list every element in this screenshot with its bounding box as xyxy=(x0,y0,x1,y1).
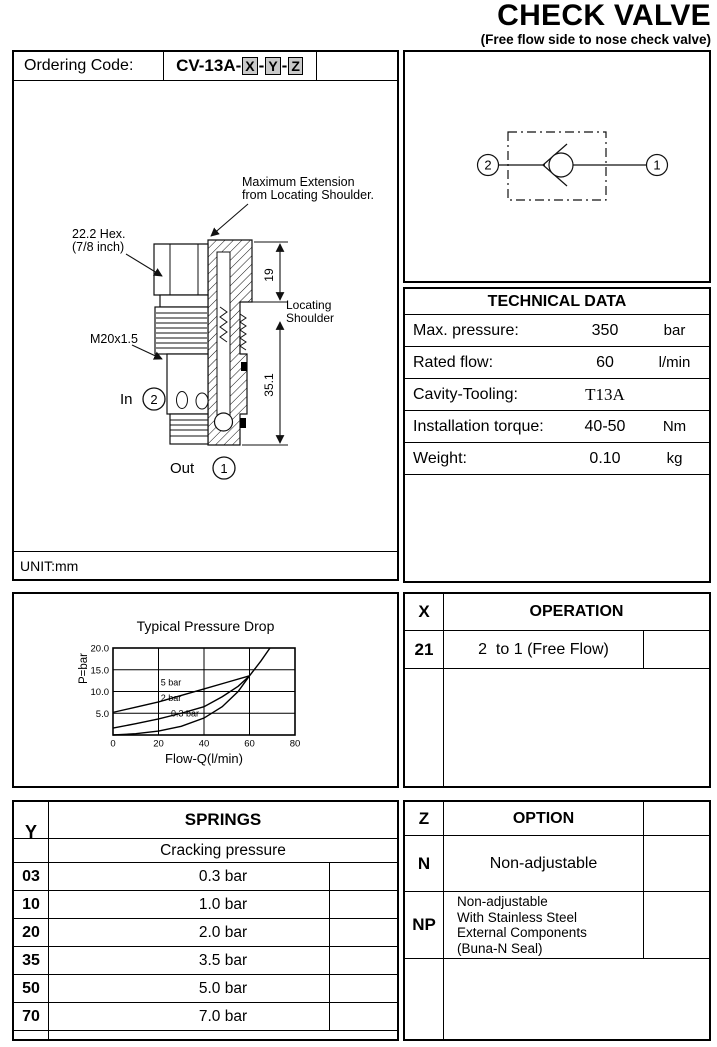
springs-empty-area xyxy=(14,1031,397,1039)
chart-y-axis-label: P=bar xyxy=(78,652,90,684)
y-tick-label: 20.0 xyxy=(90,643,109,655)
dash-2: - xyxy=(258,56,265,75)
tech-value: 0.10 xyxy=(589,449,621,467)
out-port-number: 1 xyxy=(220,461,228,476)
series-label: 0.3 bar xyxy=(171,708,200,719)
symbol-ball xyxy=(549,153,573,177)
option-value-line: (Buna-N Seal) xyxy=(457,940,543,956)
spring-value: 3.5 bar xyxy=(198,951,248,969)
option-empty-cell xyxy=(644,836,709,891)
operation-column-letter: X xyxy=(405,594,444,630)
nose-thread-zigzag xyxy=(240,314,246,350)
option-value xyxy=(444,892,644,958)
chart-title: Typical Pressure Drop xyxy=(136,618,275,634)
ordering-letter-y: Y xyxy=(265,57,280,75)
y-tick-label: 5.0 xyxy=(95,708,109,720)
spring-row-divider xyxy=(329,919,330,946)
option-code: NP xyxy=(405,892,444,958)
series-label: 2 bar xyxy=(160,693,182,704)
thread-section xyxy=(155,307,208,354)
technical-data-title: TECHNICAL DATA xyxy=(405,289,709,315)
dash-1: - xyxy=(235,56,242,75)
option-empty-cell xyxy=(644,892,709,958)
tech-row-max-pressure xyxy=(405,315,709,347)
tech-value: T13A xyxy=(585,384,625,404)
series-label: 5 bar xyxy=(160,677,182,688)
spring-row-35 xyxy=(14,947,397,975)
tech-row-weight xyxy=(405,443,709,475)
max-extension-leader xyxy=(211,204,248,236)
option-header-empty xyxy=(644,802,709,835)
operation-row-21 xyxy=(405,631,709,669)
option-value-line: Non-adjustable xyxy=(457,894,548,909)
springs-header xyxy=(14,802,397,863)
tech-unit: l/min xyxy=(658,354,691,371)
y-tick-label: 15.0 xyxy=(90,665,109,677)
operation-panel xyxy=(403,592,711,788)
x-tick-label: 40 xyxy=(198,738,210,750)
tech-unit: Nm xyxy=(662,418,687,435)
spring-row-divider xyxy=(329,975,330,1002)
spring-value: 1.0 bar xyxy=(198,895,248,913)
spring-value: 7.0 bar xyxy=(198,1007,248,1025)
operation-value: 2 to 1 (Free Flow) xyxy=(444,631,644,668)
poppet-ball xyxy=(215,413,233,431)
hydraulic-symbol-panel xyxy=(403,50,711,283)
spring-row-divider xyxy=(329,1003,330,1030)
tech-label: Max. pressure: xyxy=(413,321,519,339)
out-label: Out xyxy=(170,460,195,477)
springs-panel xyxy=(12,800,399,1041)
option-row-n xyxy=(405,836,709,892)
max-extension-note-line2: from Locating Shoulder. xyxy=(242,188,375,202)
springs-title: SPRINGS xyxy=(14,802,397,839)
spring-value: 0.3 bar xyxy=(198,867,248,885)
tech-value: 350 xyxy=(591,321,619,339)
spring-row-divider xyxy=(329,947,330,974)
valve-cross-section-drawing xyxy=(14,52,397,579)
spring-value: 5.0 bar xyxy=(198,979,248,997)
option-empty-area xyxy=(405,959,709,1039)
ordering-code-label: Ordering Code: xyxy=(14,52,164,80)
spring-code: 70 xyxy=(14,1003,49,1030)
in-label: In xyxy=(120,391,133,408)
port-hole-1 xyxy=(177,392,188,409)
check-valve-symbol xyxy=(405,52,709,281)
x-tick-label: 20 xyxy=(153,738,164,750)
operation-column-divider xyxy=(405,669,444,786)
spring-row-20 xyxy=(14,919,397,947)
ordering-prefix: CV-13A xyxy=(176,56,236,75)
option-column-divider xyxy=(405,959,444,1039)
collar xyxy=(160,295,208,307)
option-panel xyxy=(403,800,711,1041)
technical-data-panel xyxy=(403,287,711,583)
tech-label: Rated flow: xyxy=(413,353,494,371)
page-subtitle: (Free flow side to nose check valve) xyxy=(480,31,711,47)
page-title: CHECK VALVE xyxy=(497,0,711,32)
seal-lower xyxy=(240,418,246,428)
springs-column-divider xyxy=(14,1031,49,1039)
spring-code: 20 xyxy=(14,919,49,946)
operation-empty-area xyxy=(405,669,709,786)
springs-subtitle: Cracking pressure xyxy=(14,839,397,863)
tech-label: Installation torque: xyxy=(413,417,544,435)
dash-3: - xyxy=(281,56,288,75)
symbol-port1-number: 1 xyxy=(653,157,661,173)
option-value-line: With Stainless Steel xyxy=(457,909,578,925)
x-tick-label: 0 xyxy=(110,738,116,750)
spring-code: 10 xyxy=(14,891,49,918)
spring-code: 35 xyxy=(14,947,49,974)
chart-x-axis-label: Flow-Q(l/min) xyxy=(165,751,243,766)
spring-row-03 xyxy=(14,863,397,891)
thread-note: M20x1.5 xyxy=(90,332,138,346)
symbol-port2-number: 2 xyxy=(484,157,492,173)
dim-35-text: 35.1 xyxy=(262,373,276,397)
tech-row-cavity-tooling xyxy=(405,379,709,411)
ordering-letter-x: X xyxy=(242,57,257,75)
hex-note-line2: (7/8 inch) xyxy=(72,240,125,254)
in-port-number: 2 xyxy=(150,392,158,407)
spring-row-10 xyxy=(14,891,397,919)
port-hole-2 xyxy=(196,393,208,409)
option-row-np xyxy=(405,892,709,959)
tech-label: Cavity-Tooling: xyxy=(413,385,518,403)
operation-header xyxy=(405,594,709,631)
spring-value: 2.0 bar xyxy=(198,923,248,941)
tech-value: 60 xyxy=(596,353,614,371)
unit-note: UNIT:mm xyxy=(14,551,397,579)
hex-head xyxy=(154,244,208,295)
option-value: Non-adjustable xyxy=(444,836,644,891)
springs-column-letter: Y xyxy=(14,802,49,863)
spring-code: 03 xyxy=(14,863,49,890)
nose xyxy=(170,414,208,444)
spring-row-divider xyxy=(329,863,330,890)
operation-title: OPERATION xyxy=(529,603,624,620)
option-code: N xyxy=(405,836,444,891)
option-title: OPTION xyxy=(444,802,644,835)
option-value-line: External Components xyxy=(457,925,587,940)
hex-note-line1: 22.2 Hex. xyxy=(72,227,126,241)
dim-19-text: 19 xyxy=(262,268,276,282)
tech-row-rated-flow xyxy=(405,347,709,379)
ordering-and-drawing-panel xyxy=(12,50,399,581)
x-tick-label: 80 xyxy=(289,738,301,750)
ordering-letter-z: Z xyxy=(288,57,303,75)
locating-shoulder-line1: Locating xyxy=(286,298,332,312)
spring-row-50 xyxy=(14,975,397,1003)
x-tick-label: 60 xyxy=(244,738,255,750)
locating-shoulder-line2: Shoulder xyxy=(286,311,335,325)
option-header xyxy=(405,802,709,836)
title-block xyxy=(0,1,711,46)
tech-value: 40-50 xyxy=(584,417,626,435)
operation-empty-cell xyxy=(644,631,709,668)
spring-row-divider xyxy=(329,891,330,918)
y-tick-label: 10.0 xyxy=(90,687,109,698)
seal-upper xyxy=(241,362,247,371)
option-column-letter: Z xyxy=(405,802,444,835)
max-extension-note-line1: Maximum Extension xyxy=(242,175,355,189)
spring-code: 50 xyxy=(14,975,49,1002)
tech-row-installation-torque xyxy=(405,411,709,443)
tech-unit: kg xyxy=(666,450,683,467)
tech-label: Weight: xyxy=(413,449,467,467)
spring-row-70 xyxy=(14,1003,397,1031)
pressure-drop-chart-panel xyxy=(12,592,399,788)
operation-code: 21 xyxy=(405,631,444,668)
tech-unit: bar xyxy=(663,322,686,339)
